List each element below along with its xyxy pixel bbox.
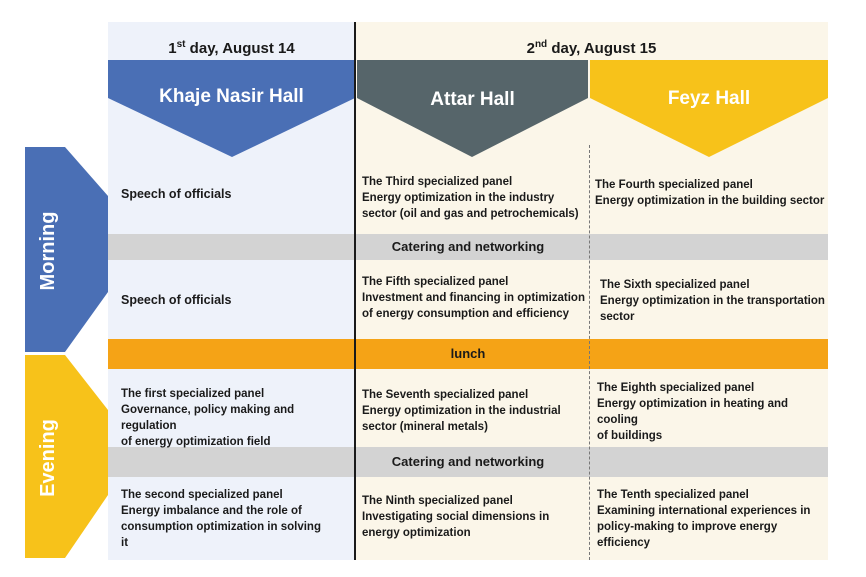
schedule-cell [121, 487, 351, 551]
cell-line: of energy consumption and efficiency [362, 308, 570, 320]
cell-line: The Eighth specialized panel [597, 382, 755, 394]
band-catering-1 [108, 234, 828, 260]
schedule-cell [121, 386, 351, 450]
cell-line: Investment and financing in optimization [362, 292, 585, 304]
schedule-cell [597, 487, 828, 551]
cell-line: The Sixth specialized panel [600, 279, 750, 291]
cell-line: The second specialized panel [121, 489, 283, 501]
band-catering-2 [108, 447, 828, 477]
cell-line: of energy optimization field [121, 436, 271, 448]
cell-line: Energy optimization in heating and cooling [597, 398, 789, 426]
cell-line: The first specialized panel [121, 388, 265, 400]
day-ordinal-suffix: nd [534, 39, 548, 50]
day-date: day, August 15 [547, 40, 657, 57]
cell-line: Examining international experiences in [597, 505, 811, 517]
cell-line: Energy optimization in the industrial [362, 405, 561, 417]
cell-line: Energy optimization in the building sector [595, 195, 825, 207]
hall-label-attar: Attar Hall [430, 89, 515, 110]
cell-line: Speech of officials [121, 187, 232, 201]
session-label-morning: Morning [37, 211, 59, 291]
cell-line: sector (oil and gas and petrochemicals) [362, 208, 579, 220]
schedule-cell [600, 277, 828, 325]
cell-line: consumption optimization in solving [121, 521, 321, 533]
cell-line: The Tenth specialized panel [597, 489, 749, 501]
hall-label-khaje-nasir: Khaje Nasir Hall [159, 86, 304, 107]
schedule-cell [121, 186, 351, 202]
day-ordinal-suffix: st [176, 39, 186, 50]
cell-line: it [121, 537, 129, 549]
hall-label-feyz: Feyz Hall [667, 88, 751, 109]
cell-line: Governance, policy making and regulation [121, 404, 295, 432]
cell-line: Investigating social dimensions in [362, 511, 550, 523]
cell-line: The Third specialized panel [362, 176, 513, 188]
cell-line: The Fifth specialized panel [362, 276, 509, 288]
cell-line: energy optimization [362, 527, 471, 539]
cell-line: efficiency [597, 537, 651, 549]
cell-line: Energy imbalance and the role of [121, 505, 302, 517]
cell-line: Speech of officials [121, 293, 232, 307]
schedule-cell [597, 380, 828, 444]
band-label: Catering and networking [391, 239, 545, 254]
cell-line: sector [600, 311, 635, 323]
cell-line: policy-making to improve energy [597, 521, 778, 533]
day-divider [354, 22, 356, 560]
cell-line: The Ninth specialized panel [362, 495, 513, 507]
cell-line: of buildings [597, 430, 663, 442]
schedule-cell [362, 274, 587, 322]
band-label: Catering and networking [391, 454, 545, 469]
band-lunch [108, 339, 828, 369]
schedule-cell [121, 292, 351, 308]
cell-line: Energy optimization in the transportation [600, 295, 825, 307]
cell-line: The Fourth specialized panel [595, 179, 753, 191]
cell-line: sector (mineral metals) [362, 421, 488, 433]
hall-divider [589, 145, 591, 560]
session-label-evening: Evening [37, 419, 59, 497]
hall-chevron-khaje-nasir [108, 60, 355, 157]
day-date: day, August 14 [185, 40, 295, 57]
day-ordinal: 1 [168, 40, 177, 57]
cell-line: The Seventh specialized panel [362, 389, 529, 401]
schedule-cell [595, 177, 827, 209]
schedule-cell [362, 174, 587, 222]
schedule-cell [362, 387, 587, 435]
band-label: lunch [450, 346, 486, 361]
schedule-cell [362, 493, 587, 541]
day-ordinal: 2 [526, 40, 535, 57]
cell-line: Energy optimization in the industry [362, 192, 555, 204]
